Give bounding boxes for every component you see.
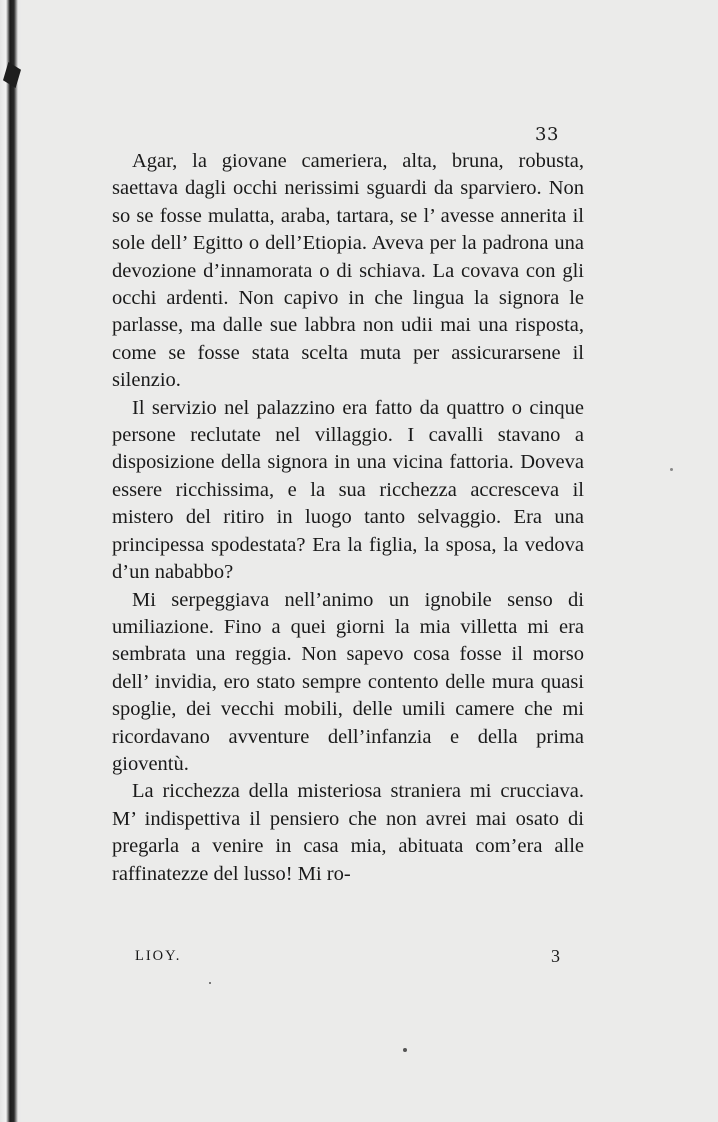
paragraph-4: La ricchezza della misteriosa straniera mi crucciava. M’ indispettiva il pensiero che non avrei mai osato di pregarla a venire in casa mia, abituata com’era alle raffinatezze del lusso! Mi ro- bbox=[112, 780, 584, 885]
paper-speck bbox=[209, 982, 211, 984]
book-spine bbox=[0, 0, 22, 1122]
body-text bbox=[112, 148, 584, 888]
paragraph-3: Mi serpeggiava nell’animo un ignobile senso di umiliazione. Fino a quei giorni la mia villetta mi era sembrata una reggia. Non sapevo cosa fosse il morso dell’ invidia, ero stato sempre contento delle mura quasi spoglie, dei vecchi mobili, delle umili camere che mi ricordavano avventure dell’infanzia e della prima gioventù. bbox=[112, 588, 584, 775]
paragraph-1: Agar, la giovane cameriera, alta, bruna, robusta, saettava dagli occhi nerissimi sguardi da sparviero. Non so se fosse mulatta, araba, tartara, se l’ avesse annerita il sole dell’ Egitto o dell’Etiopia. Aveva per la padrona una devozione d’innamorata o di schiava. La covava con gli occhi ardenti. Non capivo in che lingua la signora le parlasse, ma dalle sue labbra non udii mai una risposta, come se fosse stata scelta muta per assicurarsene il silenzio. bbox=[112, 150, 584, 392]
footer-signature: LIOY. bbox=[135, 948, 182, 964]
paper-speck bbox=[670, 468, 673, 471]
footer-signature-number: 3 bbox=[551, 946, 560, 966]
paragraph-2: Il servizio nel palazzino era fatto da quattro o cinque persone reclutate nel villaggio. I cavalli stavano a disposizione della signora in una vicina fattoria. Doveva essere ricchissima, e la sua ricchezza accresceva il mistero del ritiro in luogo tanto selvaggio. Era una principessa spodestata? Era la figlia, la sposa, la vedova d’un nababbo? bbox=[112, 396, 584, 584]
paper-speck bbox=[403, 1048, 407, 1052]
page-number: 33 bbox=[535, 124, 559, 145]
